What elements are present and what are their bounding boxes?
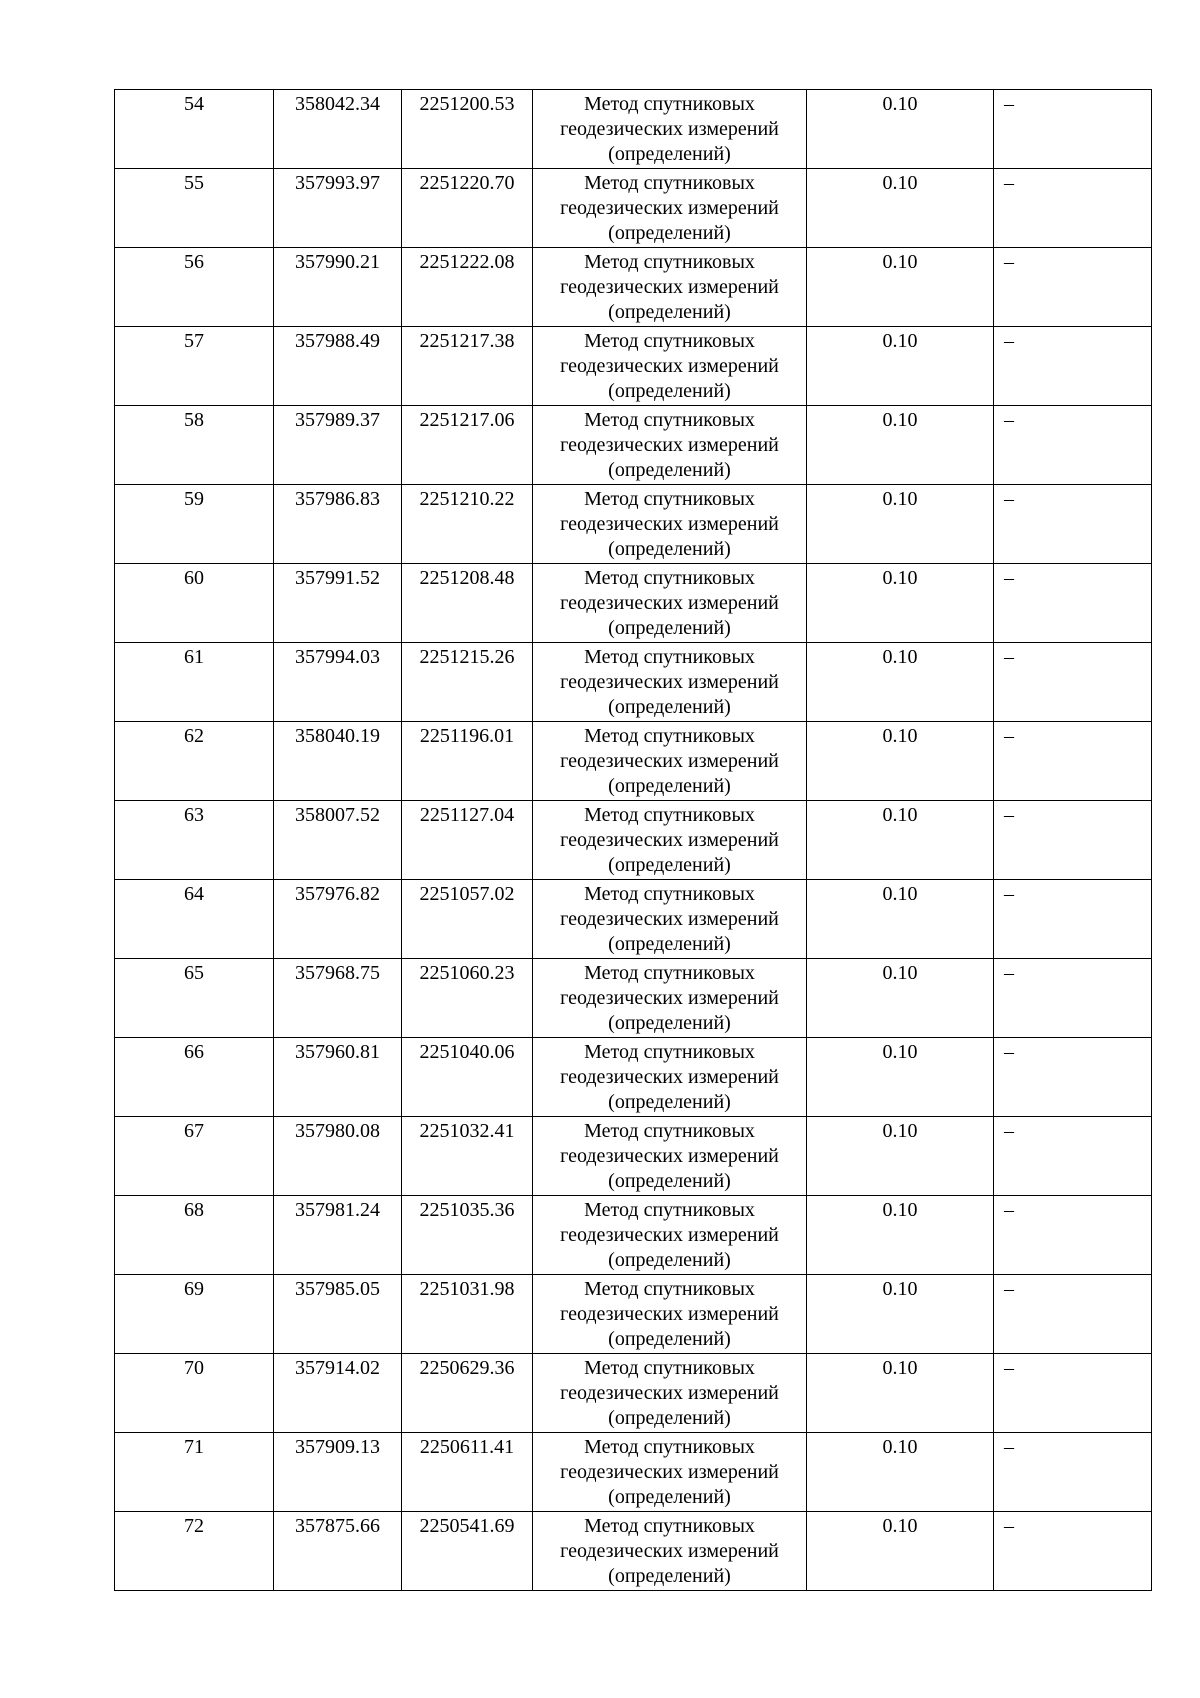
method-cell: Метод спутниковых геодезических измерений (определений) [533, 90, 807, 169]
table-row [115, 801, 1152, 880]
method-cell: Метод спутниковых геодезических измерений (определений) [533, 406, 807, 485]
y-coordinate-cell: 2251127.04 [402, 801, 533, 880]
table-row [115, 880, 1152, 959]
coordinates-table [114, 89, 1152, 1591]
y-coordinate-cell: 2251220.70 [402, 169, 533, 248]
x-coordinate-cell: 358040.19 [274, 722, 402, 801]
method-cell: Метод спутниковых геодезических измерений (определений) [533, 327, 807, 406]
point-number-cell: 61 [115, 643, 274, 722]
x-coordinate-cell: 357994.03 [274, 643, 402, 722]
table-row [115, 169, 1152, 248]
method-cell: Метод спутниковых геодезических измерений (определений) [533, 1433, 807, 1512]
point-number-cell: 60 [115, 564, 274, 643]
x-coordinate-cell: 357989.37 [274, 406, 402, 485]
note-cell: – [994, 880, 1152, 959]
x-coordinate-cell: 357875.66 [274, 1512, 402, 1591]
method-cell: Метод спутниковых геодезических измерений (определений) [533, 959, 807, 1038]
accuracy-cell: 0.10 [807, 485, 994, 564]
method-cell: Метод спутниковых геодезических измерений (определений) [533, 1117, 807, 1196]
accuracy-cell: 0.10 [807, 1275, 994, 1354]
y-coordinate-cell: 2251035.36 [402, 1196, 533, 1275]
note-cell: – [994, 801, 1152, 880]
point-number-cell: 56 [115, 248, 274, 327]
coordinates-table-body [115, 90, 1152, 1591]
x-coordinate-cell: 358007.52 [274, 801, 402, 880]
x-coordinate-cell: 357986.83 [274, 485, 402, 564]
method-cell: Метод спутниковых геодезических измерений (определений) [533, 722, 807, 801]
method-cell: Метод спутниковых геодезических измерений (определений) [533, 248, 807, 327]
note-cell: – [994, 485, 1152, 564]
accuracy-cell: 0.10 [807, 1512, 994, 1591]
point-number-cell: 67 [115, 1117, 274, 1196]
x-coordinate-cell: 357991.52 [274, 564, 402, 643]
point-number-cell: 58 [115, 406, 274, 485]
table-row [115, 1117, 1152, 1196]
point-number-cell: 62 [115, 722, 274, 801]
accuracy-cell: 0.10 [807, 643, 994, 722]
point-number-cell: 64 [115, 880, 274, 959]
note-cell: – [994, 90, 1152, 169]
accuracy-cell: 0.10 [807, 959, 994, 1038]
table-row [115, 406, 1152, 485]
table-row [115, 327, 1152, 406]
y-coordinate-cell: 2250629.36 [402, 1354, 533, 1433]
table-row [115, 1196, 1152, 1275]
method-cell: Метод спутниковых геодезических измерений (определений) [533, 801, 807, 880]
accuracy-cell: 0.10 [807, 564, 994, 643]
table-row [115, 1512, 1152, 1591]
y-coordinate-cell: 2251210.22 [402, 485, 533, 564]
point-number-cell: 70 [115, 1354, 274, 1433]
note-cell: – [994, 564, 1152, 643]
note-cell: – [994, 1038, 1152, 1117]
table-row [115, 722, 1152, 801]
point-number-cell: 63 [115, 801, 274, 880]
point-number-cell: 72 [115, 1512, 274, 1591]
x-coordinate-cell: 357976.82 [274, 880, 402, 959]
y-coordinate-cell: 2251222.08 [402, 248, 533, 327]
y-coordinate-cell: 2251057.02 [402, 880, 533, 959]
table-row [115, 1038, 1152, 1117]
y-coordinate-cell: 2251032.41 [402, 1117, 533, 1196]
accuracy-cell: 0.10 [807, 169, 994, 248]
note-cell: – [994, 248, 1152, 327]
x-coordinate-cell: 357914.02 [274, 1354, 402, 1433]
point-number-cell: 55 [115, 169, 274, 248]
method-cell: Метод спутниковых геодезических измерений (определений) [533, 1275, 807, 1354]
x-coordinate-cell: 357968.75 [274, 959, 402, 1038]
note-cell: – [994, 406, 1152, 485]
point-number-cell: 69 [115, 1275, 274, 1354]
note-cell: – [994, 959, 1152, 1038]
note-cell: – [994, 169, 1152, 248]
note-cell: – [994, 1512, 1152, 1591]
note-cell: – [994, 1354, 1152, 1433]
accuracy-cell: 0.10 [807, 1196, 994, 1275]
x-coordinate-cell: 357960.81 [274, 1038, 402, 1117]
y-coordinate-cell: 2251040.06 [402, 1038, 533, 1117]
method-cell: Метод спутниковых геодезических измерений (определений) [533, 169, 807, 248]
table-row [115, 90, 1152, 169]
point-number-cell: 71 [115, 1433, 274, 1512]
x-coordinate-cell: 357990.21 [274, 248, 402, 327]
x-coordinate-cell: 357909.13 [274, 1433, 402, 1512]
y-coordinate-cell: 2251215.26 [402, 643, 533, 722]
method-cell: Метод спутниковых геодезических измерений (определений) [533, 1512, 807, 1591]
accuracy-cell: 0.10 [807, 406, 994, 485]
point-number-cell: 54 [115, 90, 274, 169]
table-row [115, 643, 1152, 722]
y-coordinate-cell: 2251031.98 [402, 1275, 533, 1354]
accuracy-cell: 0.10 [807, 1038, 994, 1117]
point-number-cell: 65 [115, 959, 274, 1038]
y-coordinate-cell: 2251208.48 [402, 564, 533, 643]
x-coordinate-cell: 357981.24 [274, 1196, 402, 1275]
accuracy-cell: 0.10 [807, 880, 994, 959]
note-cell: – [994, 1433, 1152, 1512]
accuracy-cell: 0.10 [807, 722, 994, 801]
note-cell: – [994, 643, 1152, 722]
accuracy-cell: 0.10 [807, 801, 994, 880]
y-coordinate-cell: 2251217.38 [402, 327, 533, 406]
accuracy-cell: 0.10 [807, 1117, 994, 1196]
accuracy-cell: 0.10 [807, 1354, 994, 1433]
note-cell: – [994, 1275, 1152, 1354]
point-number-cell: 59 [115, 485, 274, 564]
method-cell: Метод спутниковых геодезических измерений (определений) [533, 643, 807, 722]
note-cell: – [994, 1196, 1152, 1275]
note-cell: – [994, 722, 1152, 801]
note-cell: – [994, 327, 1152, 406]
method-cell: Метод спутниковых геодезических измерений (определений) [533, 1038, 807, 1117]
method-cell: Метод спутниковых геодезических измерений (определений) [533, 485, 807, 564]
point-number-cell: 68 [115, 1196, 274, 1275]
method-cell: Метод спутниковых геодезических измерений (определений) [533, 880, 807, 959]
y-coordinate-cell: 2250541.69 [402, 1512, 533, 1591]
y-coordinate-cell: 2251196.01 [402, 722, 533, 801]
method-cell: Метод спутниковых геодезических измерений (определений) [533, 1196, 807, 1275]
x-coordinate-cell: 357993.97 [274, 169, 402, 248]
method-cell: Метод спутниковых геодезических измерений (определений) [533, 1354, 807, 1433]
table-row [115, 1433, 1152, 1512]
y-coordinate-cell: 2251060.23 [402, 959, 533, 1038]
point-number-cell: 57 [115, 327, 274, 406]
y-coordinate-cell: 2251200.53 [402, 90, 533, 169]
x-coordinate-cell: 357980.08 [274, 1117, 402, 1196]
y-coordinate-cell: 2250611.41 [402, 1433, 533, 1512]
y-coordinate-cell: 2251217.06 [402, 406, 533, 485]
accuracy-cell: 0.10 [807, 1433, 994, 1512]
table-row [115, 959, 1152, 1038]
table-row [115, 485, 1152, 564]
table-row [115, 1354, 1152, 1433]
method-cell: Метод спутниковых геодезических измерений (определений) [533, 564, 807, 643]
x-coordinate-cell: 357988.49 [274, 327, 402, 406]
table-row [115, 248, 1152, 327]
accuracy-cell: 0.10 [807, 327, 994, 406]
point-number-cell: 66 [115, 1038, 274, 1117]
accuracy-cell: 0.10 [807, 90, 994, 169]
accuracy-cell: 0.10 [807, 248, 994, 327]
x-coordinate-cell: 357985.05 [274, 1275, 402, 1354]
note-cell: – [994, 1117, 1152, 1196]
x-coordinate-cell: 358042.34 [274, 90, 402, 169]
table-row [115, 564, 1152, 643]
table-row [115, 1275, 1152, 1354]
